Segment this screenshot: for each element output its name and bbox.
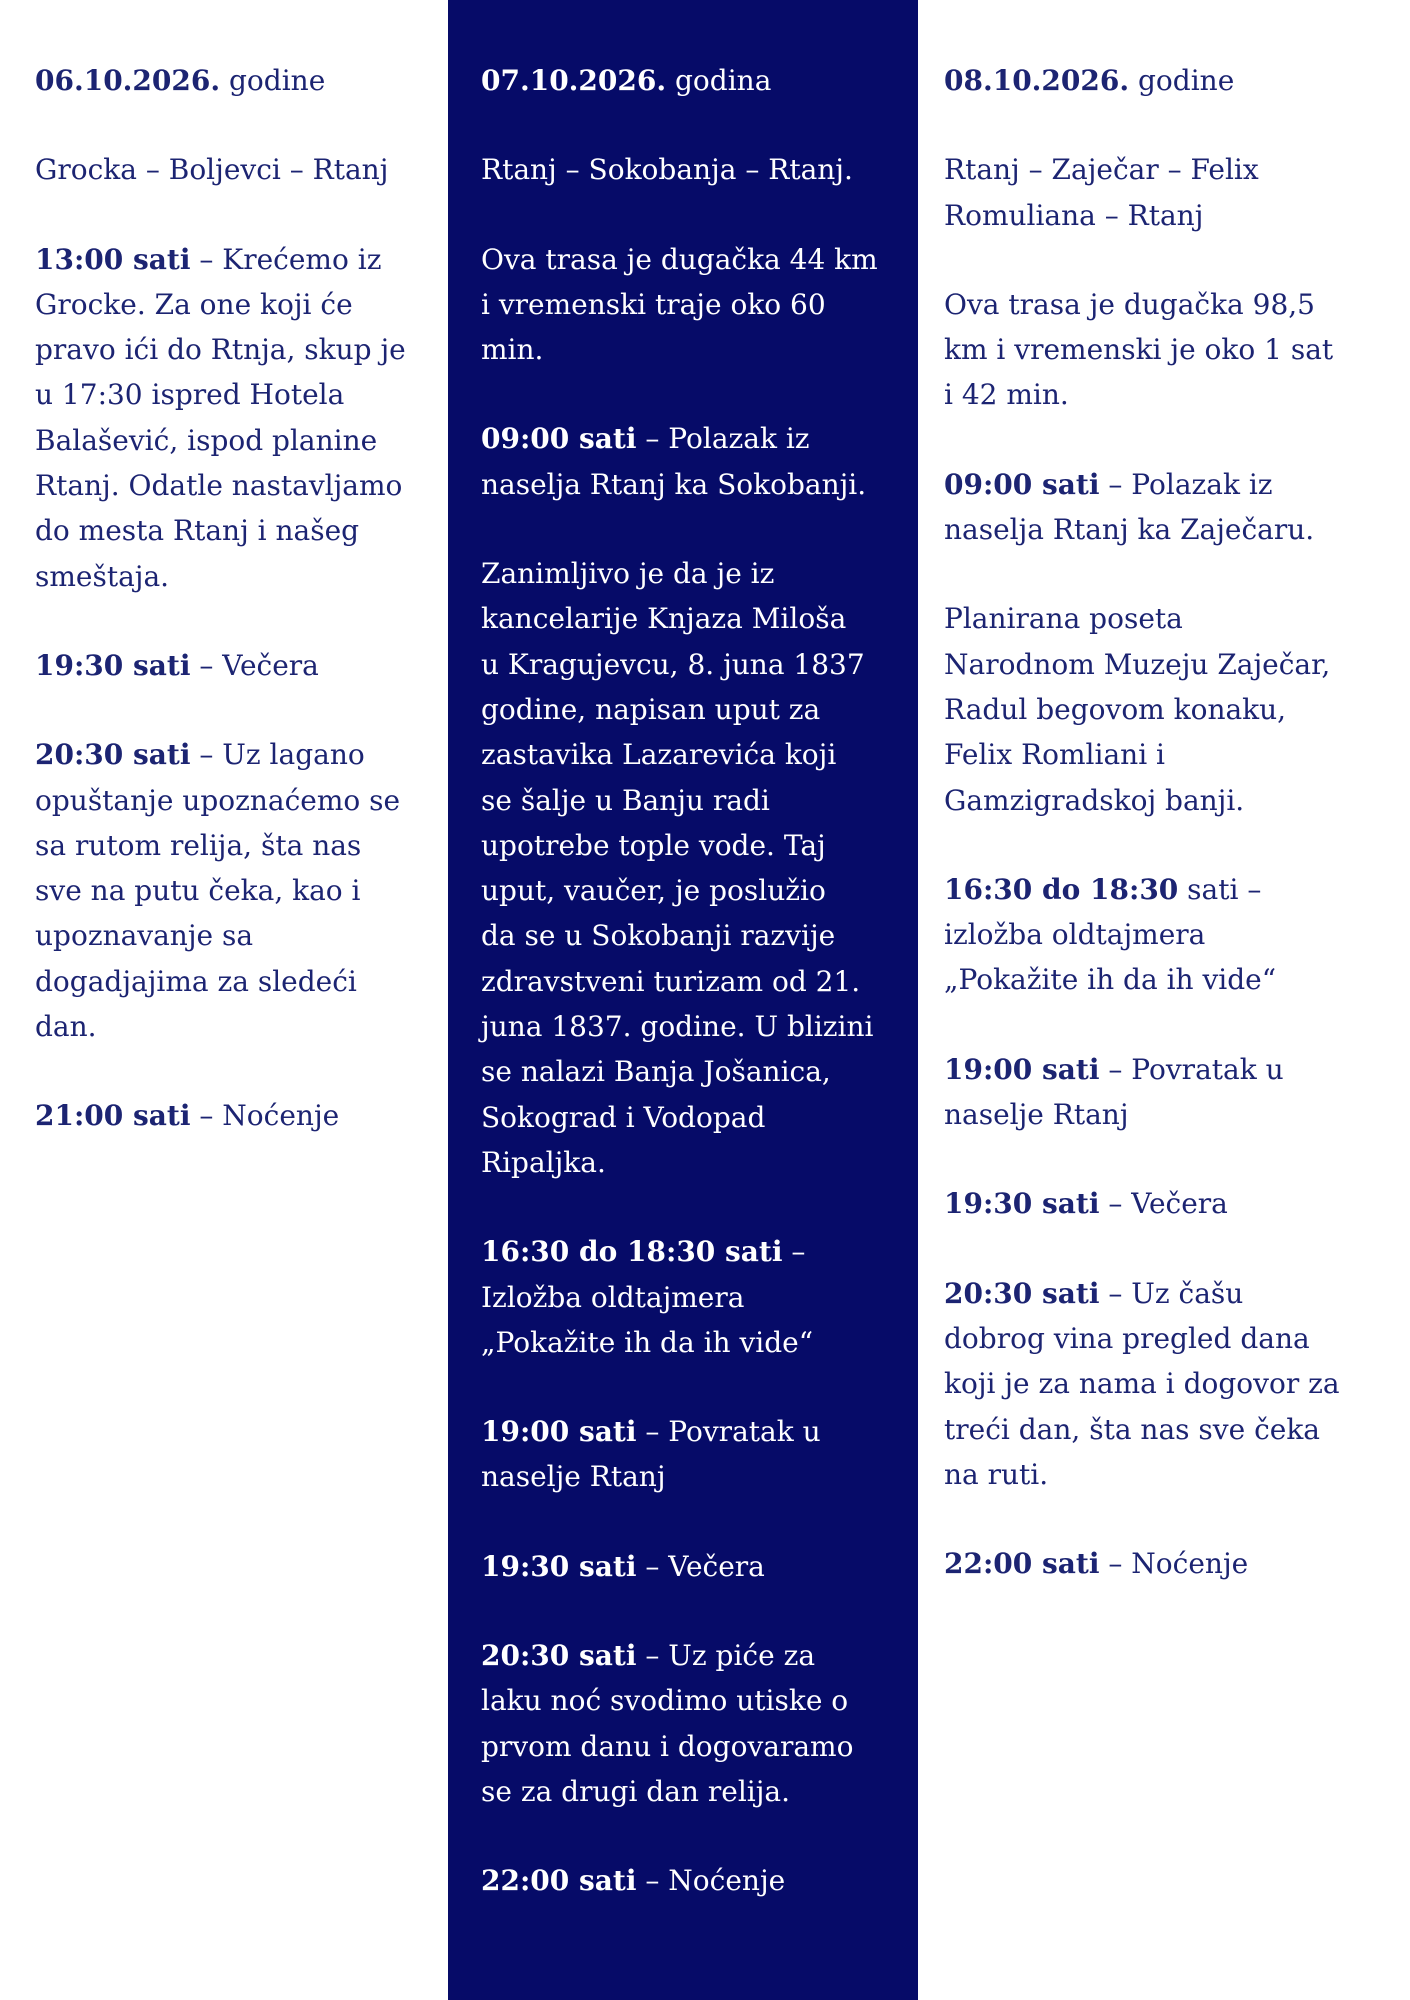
schedule-paragraph (944, 147, 1384, 238)
time-label: 20:30 sati (481, 1639, 637, 1673)
time-label: 09:00 sati (944, 467, 1100, 501)
paragraph-text: Rtanj – Sokobanja – Rtanj. (481, 153, 853, 187)
schedule-paragraph (481, 551, 899, 1185)
schedule-paragraph (35, 643, 435, 688)
time-label: 16:30 do 18:30 sati (481, 1235, 783, 1269)
schedule-paragraph (944, 1271, 1384, 1497)
time-label: 20:30 sati (35, 738, 191, 772)
paragraph-text: – Povratak u naselje Rtanj (944, 1052, 1284, 1132)
schedule-paragraph (481, 237, 899, 373)
schedule-paragraph (481, 1633, 899, 1814)
time-label: 13:00 sati (35, 242, 191, 276)
paragraph-text: Grocka – Boljevci – Rtanj (35, 153, 389, 187)
paragraph-text: Ova trasa je dugačka 98,5 km i vremenski je oko 1 sat i 42 min. (944, 287, 1334, 412)
paragraph-text: – Uz piće za laku noć svodimo utiske o prvom danu i dogovaramo se za drugi dan relija. (481, 1639, 854, 1808)
schedule-paragraph (944, 282, 1384, 418)
paragraph-text: – Uz lagano opuštanje upoznaćemo se sa rutom relija, šta nas sve na putu čeka, kao i upoznavanje sa dogadjajima za sledeći dan. (35, 738, 401, 1044)
paragraph-text: godine (220, 64, 326, 97)
paragraph-text: – Noćenje (1099, 1547, 1249, 1581)
schedule-paragraph (481, 1409, 899, 1500)
day-date-heading (944, 58, 1384, 103)
time-label: 08.10.2026. (944, 64, 1130, 97)
paragraph-text: Rtanj – Zaječar – Felix Romuliana – Rtanj (944, 153, 1259, 232)
paragraph-text: – Noćenje (636, 1864, 786, 1898)
paragraph-text: – Večera (190, 648, 319, 682)
paragraph-text: – Krećemo iz Grocke. Za one koji će pravo ići do Rtnja, skup je u 17:30 ispred Hotela Balašević, ispod planine Rtanj. Odatle nastavljamo do mesta Rtanj i našeg smeštaja. (35, 242, 406, 593)
schedule-paragraph (944, 1541, 1384, 1586)
schedule-paragraph (944, 596, 1384, 822)
paragraph-text: Zanimljivo je da je iz kancelarije Knjaza Miloša u Kragujevcu, 8. juna 1837 godine, napisan uput za zastavika Lazarevića koji se šalje u Banju radi upotrebe tople vode. Taj uput, vaučer, je poslužio da se u Sokobanji razvije zdravstveni turizam od 21. juna 1837. godine. U blizini se nalazi Banja Jošanica, Sokograd i Vodopad Ripaljka. (481, 557, 874, 1179)
paragraph-text: Ova trasa je dugačka 44 km i vremenski traje oko 60 min. (481, 242, 878, 367)
time-label: 22:00 sati (481, 1864, 637, 1898)
paragraph-text: sati – izložba oldtajmera „Pokažite ih da ih vide“ (944, 872, 1277, 997)
paragraph-text: Planirana poseta Narodnom Muzeju Zaječar, Radul begovom konaku, Felix Romliani i Gamzigradskoj banji. (944, 602, 1331, 817)
schedule-paragraph (35, 237, 435, 599)
paragraph-text: – Noćenje (190, 1099, 340, 1133)
schedule-paragraph (35, 147, 435, 192)
paragraph-text: godine (1129, 64, 1235, 97)
schedule-paragraph (944, 462, 1384, 553)
schedule-paragraph (481, 147, 899, 192)
day-date-heading (481, 58, 899, 103)
schedule-paragraph (944, 1047, 1384, 1138)
day-date-heading (35, 58, 435, 103)
paragraph-text: – Polazak iz naselja Rtanj ka Zaječaru. (944, 467, 1315, 547)
time-label: 19:00 sati (481, 1415, 637, 1449)
time-label: 20:30 sati (944, 1276, 1100, 1310)
day-2-column (448, 0, 918, 2000)
time-label: 19:30 sati (35, 648, 191, 682)
time-label: 07.10.2026. (481, 64, 667, 97)
schedule-paragraph (944, 867, 1384, 1003)
time-label: 19:30 sati (944, 1187, 1100, 1221)
schedule-paragraph (481, 416, 899, 507)
paragraph-text: – Uz čašu dobrog vina pregled dana koji je za nama i dogovor za treći dan, šta nas sve čeka na ruti. (944, 1276, 1340, 1491)
paragraph-text: – Večera (636, 1549, 765, 1583)
day-1-column (0, 0, 448, 2000)
schedule-paragraph (481, 1229, 899, 1365)
time-label: 19:00 sati (944, 1052, 1100, 1086)
paragraph-text: – Povratak u naselje Rtanj (481, 1415, 821, 1494)
day-3-column (918, 0, 1410, 2000)
time-label: 19:30 sati (481, 1549, 637, 1583)
schedule-paragraph (35, 732, 435, 1049)
time-label: 09:00 sati (481, 422, 637, 456)
time-label: 21:00 sati (35, 1099, 191, 1133)
paragraph-text: – Izložba oldtajmera „Pokažite ih da ih vide“ (481, 1235, 814, 1359)
schedule-paragraph (944, 1181, 1384, 1226)
time-label: 22:00 sati (944, 1547, 1100, 1581)
schedule-paragraph (481, 1544, 899, 1589)
paragraph-text: godina (666, 64, 772, 97)
time-label: 16:30 do 18:30 (944, 872, 1179, 906)
schedule-paragraph (481, 1858, 899, 1903)
paragraph-text: – Večera (1099, 1187, 1228, 1221)
time-label: 06.10.2026. (35, 64, 221, 97)
paragraph-text: – Polazak iz naselja Rtanj ka Sokobanji. (481, 422, 867, 501)
schedule-paragraph (35, 1093, 435, 1138)
